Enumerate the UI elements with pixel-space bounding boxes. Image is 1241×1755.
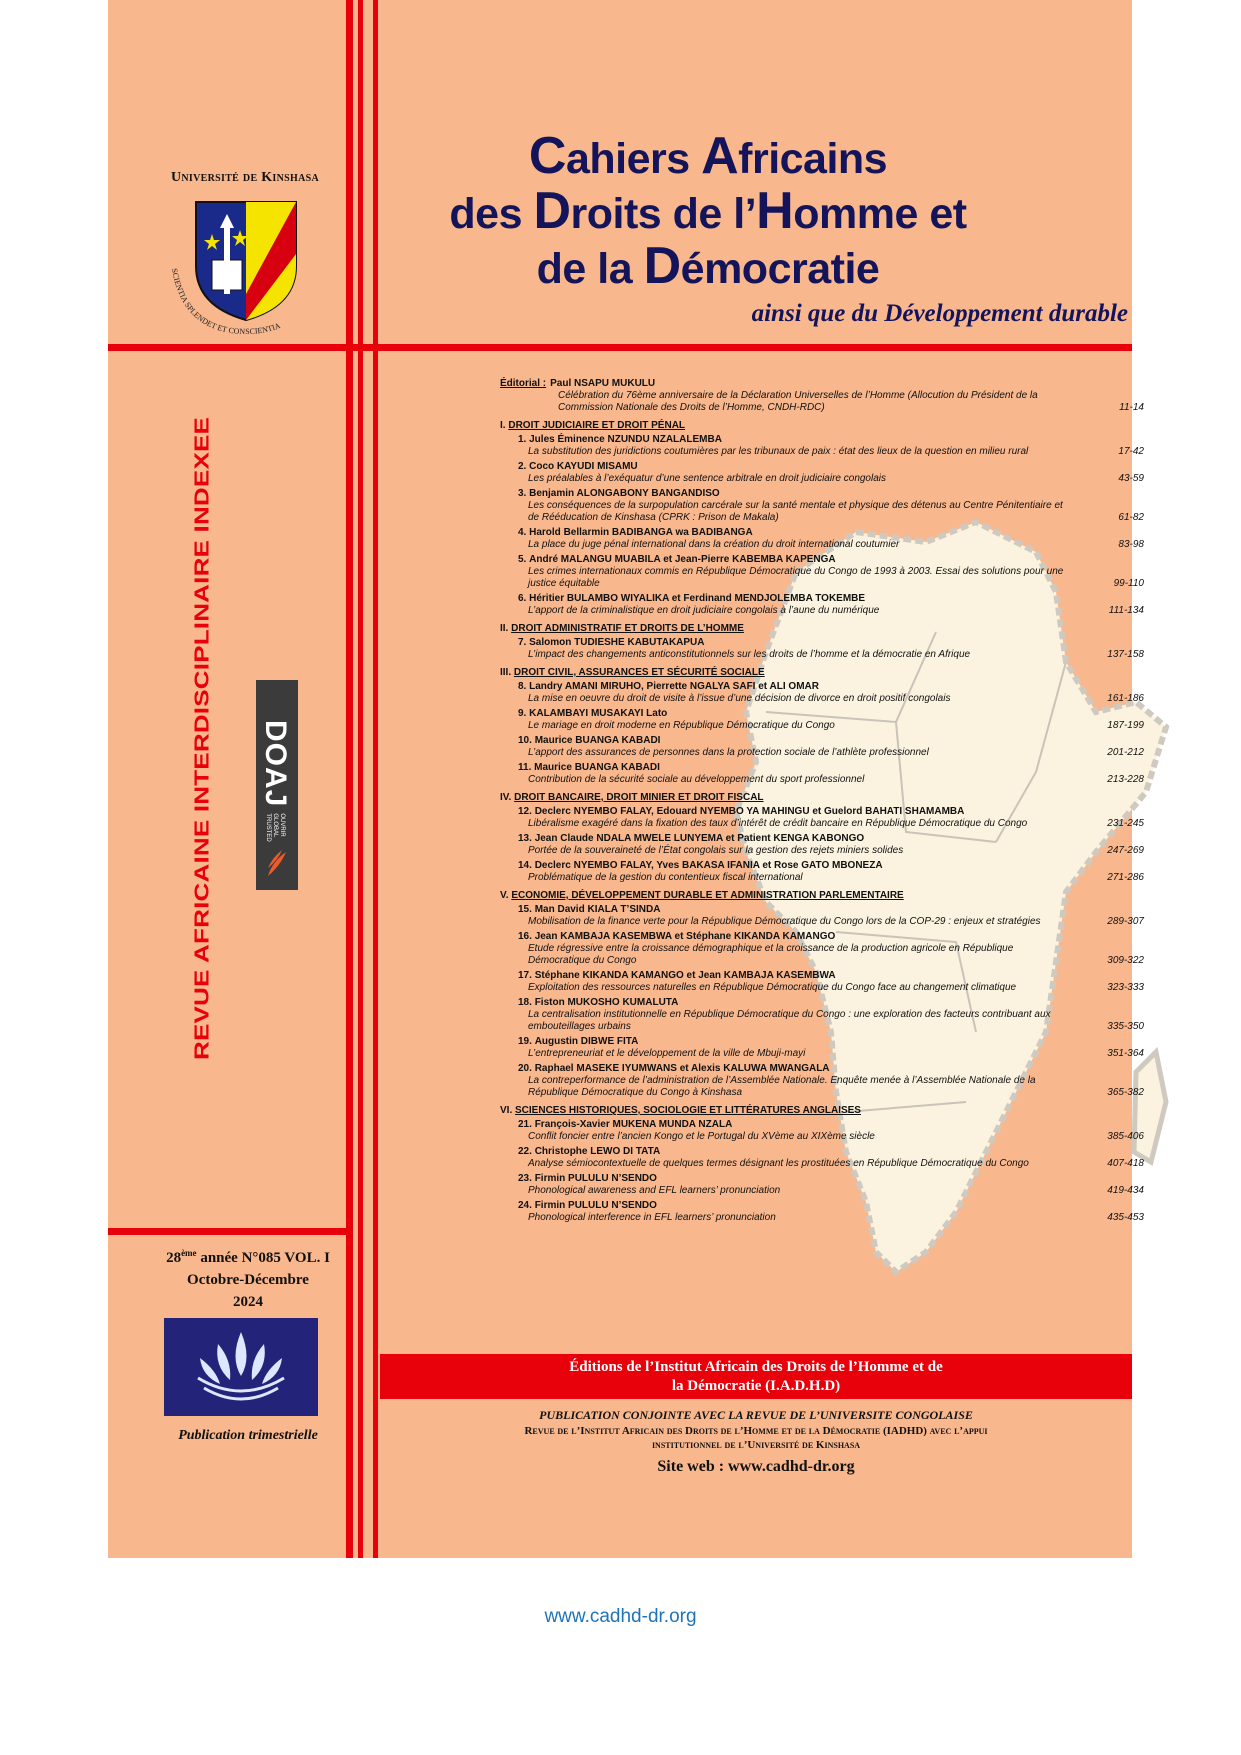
toc-entry bbox=[500, 735, 1148, 759]
entry-title: L’apport des assurances de personnes dans la protection sociale de l’athlète professionnel bbox=[528, 747, 929, 758]
entry-number: 4. bbox=[518, 527, 527, 538]
entry-number: 3. bbox=[518, 488, 527, 499]
entry-title: Contribution de la sécurité sociale au développement du sport professionnel bbox=[528, 774, 865, 785]
section-number: IV. bbox=[500, 792, 512, 803]
toc-entry bbox=[500, 708, 1148, 732]
entry-number: 15. bbox=[518, 904, 532, 915]
toc-entry bbox=[500, 637, 1148, 661]
entry-pages: 61-82 bbox=[1118, 512, 1144, 523]
entry-title: La substitution des juridictions coutumières par les tribunaux de paix : état des lieux de la question en milieu rural bbox=[528, 446, 1029, 457]
entry-author: Christophe LEWO DI TATA bbox=[534, 1146, 661, 1157]
toc-entry bbox=[500, 997, 1148, 1033]
toc-entry bbox=[500, 527, 1148, 551]
svg-text:SCIENTIA SPLENDET ET CONSCIENT: SCIENTIA SPLENDET ET CONSCIENTIA bbox=[169, 267, 282, 337]
toc-entry bbox=[500, 593, 1148, 617]
periodicity: Publication trimestrielle bbox=[178, 1428, 318, 1443]
entry-author: Augustin DIBWE FITA bbox=[534, 1036, 639, 1047]
entry-author: Firmin PULULU N’SENDO bbox=[534, 1200, 657, 1211]
toc-entry bbox=[500, 806, 1148, 830]
toc-entry bbox=[500, 904, 1148, 928]
toc-section bbox=[500, 792, 1148, 804]
toc-section bbox=[500, 1105, 1148, 1117]
entry-author: François-Xavier MUKENA MUNDA NZALA bbox=[534, 1119, 733, 1130]
entry-title: Phonological awareness and EFL learners’ pronunciation bbox=[528, 1185, 781, 1196]
toc-section bbox=[500, 623, 1148, 635]
section-title: ECONOMIE, DÉVELOPPEMENT DURABLE ET ADMINISTRATION PARLEMENTAIRE bbox=[511, 890, 904, 901]
editorial-author: Paul NSAPU MUKULU bbox=[550, 378, 656, 389]
toc-entry bbox=[500, 1173, 1148, 1197]
entry-pages: 231-245 bbox=[1107, 818, 1144, 829]
entry-pages: 187-199 bbox=[1107, 720, 1144, 731]
toc-entry bbox=[500, 1063, 1148, 1099]
section-title: DROIT CIVIL, ASSURANCES ET SÉCURITÉ SOCIALE bbox=[513, 667, 765, 678]
entry-author: Declerc NYEMBO FALAY, Edouard NYEMBO YA MAHINGU et Guelord BAHATI SHAMAMBA bbox=[534, 806, 965, 817]
entry-number: 9. bbox=[518, 708, 527, 719]
red-rule-top bbox=[108, 344, 1132, 351]
entry-number: 8. bbox=[518, 681, 527, 692]
entry-pages: 289-307 bbox=[1107, 916, 1144, 927]
entry-number: 19. bbox=[518, 1036, 532, 1047]
entry-title: La place du juge pénal international dans la création du droit international coutumier bbox=[528, 539, 900, 550]
section-title: DROIT JUDICIAIRE ET DROIT PÉNAL bbox=[508, 420, 686, 431]
entry-pages: 351-364 bbox=[1107, 1048, 1144, 1059]
entry-author: Héritier BULAMBO WIYALIKA et Ferdinand MENDJOLEMBA TOKEMBE bbox=[529, 593, 866, 604]
editorial-title: Célébration du 76ème anniversaire de la Déclaration Universelles de l’Homme (Allocution du Président de la Commission Nationale des Droits de l’Homme, CNDH-RDC) bbox=[558, 390, 1038, 413]
entry-pages: 247-269 bbox=[1107, 845, 1144, 856]
entry-number: 23. bbox=[518, 1173, 532, 1184]
section-number: III. bbox=[500, 667, 512, 678]
flame-emblem-icon bbox=[164, 1318, 318, 1416]
entry-pages: 407-418 bbox=[1107, 1158, 1144, 1169]
entry-number: 7. bbox=[518, 637, 527, 648]
entry-author: Jean KAMBAJA KASEMBWA et Stéphane KIKANDA KAMANGO bbox=[534, 931, 836, 942]
entry-pages: 161-186 bbox=[1107, 693, 1144, 704]
doaj-word: DOAJ bbox=[259, 720, 292, 808]
entry-pages: 17-42 bbox=[1118, 446, 1144, 457]
entry-author: André MALANGU MUABILA et Jean-Pierre KABEMBA KAPENGA bbox=[529, 554, 836, 565]
entry-number: 14. bbox=[518, 860, 532, 871]
entry-number: 20. bbox=[518, 1063, 532, 1074]
entry-author: Maurice BUANGA KABADI bbox=[534, 735, 661, 746]
entry-number: 11. bbox=[518, 762, 532, 773]
entry-author: Raphael MASEKE IYUMWANS et Alexis KALUWA MWANGALA bbox=[534, 1063, 830, 1074]
toc-entry bbox=[500, 762, 1148, 786]
entry-author: Benjamin ALONGABONY BANGANDISO bbox=[529, 488, 720, 499]
section-title: DROIT BANCAIRE, DROIT MINIER ET DROIT FISCAL bbox=[514, 792, 764, 803]
entry-author: Stéphane KIKANDA KAMANGO et Jean KAMBAJA KASEMBWA bbox=[534, 970, 836, 981]
entry-pages: 201-212 bbox=[1107, 747, 1144, 758]
website-line: Site web : www.cadhd-dr.org bbox=[657, 1458, 855, 1475]
entry-pages: 335-350 bbox=[1107, 1021, 1144, 1032]
entry-pages: 99-110 bbox=[1113, 578, 1144, 589]
toc-entry bbox=[500, 461, 1148, 485]
doaj-badge bbox=[256, 680, 298, 890]
doaj-tagline: OUVRIR GLOBAL TRUSTED bbox=[265, 813, 286, 842]
institute-line: Revue de l’Institut Africain des Droits de l’Homme et de la Démocratie (IADHD) avec l’appui institutionnel de l’Université de Kinshasa bbox=[524, 1425, 988, 1451]
entry-author: Salomon TUDIESHE KABUTAKAPUA bbox=[529, 637, 705, 648]
entry-title: Phonological interference in EFL learners’ pronunciation bbox=[528, 1212, 776, 1223]
table-of-contents bbox=[500, 378, 1148, 1227]
entry-pages: 111-134 bbox=[1108, 605, 1144, 616]
issue-info: 28ème année N°085 VOL. I Octobre-Décembre 2024 bbox=[138, 1242, 358, 1313]
entry-title: Mobilisation de la finance verte pour la République Démocratique du Congo lors de la COP-29 : enjeux et stratégies bbox=[528, 916, 1041, 927]
entry-pages: 309-322 bbox=[1107, 955, 1144, 966]
footer-url-link[interactable]: www.cadhd-dr.org bbox=[544, 1606, 697, 1627]
entry-title: Les conséquences de la surpopulation carcérale sur la santé mentale et physique des détenus au Centre Pénitentiaire et de Rééducation de Kinshasa (CPRK : Prison de Makala) bbox=[528, 500, 1063, 523]
entry-number: 13. bbox=[518, 833, 532, 844]
vertical-journal-subtitle: REVUE AFRICAINE INTERDISCIPLINAIRE INDEXEE bbox=[190, 416, 214, 1060]
entry-number: 21. bbox=[518, 1119, 532, 1130]
entry-author: Jules Éminence NZUNDU NZALALEMBA bbox=[529, 434, 722, 445]
section-number: V. bbox=[500, 890, 509, 901]
toc-entry bbox=[500, 860, 1148, 884]
entry-number: 2. bbox=[518, 461, 527, 472]
entry-author: Jean Claude NDALA MWELE LUNYEMA et Patient KENGA KABONGO bbox=[534, 833, 865, 844]
entry-title: L’apport de la criminalistique en droit judiciaire congolais à l’aune du numérique bbox=[528, 605, 880, 616]
editorial-entry bbox=[500, 378, 1148, 414]
toc-entry bbox=[500, 488, 1148, 524]
toc-entry bbox=[500, 1119, 1148, 1143]
entry-pages: 213-228 bbox=[1107, 774, 1144, 785]
issue-period: Octobre-Décembre bbox=[187, 1272, 309, 1288]
toc-section bbox=[500, 890, 1148, 902]
entry-author: Firmin PULULU N’SENDO bbox=[534, 1173, 657, 1184]
entry-pages: 271-286 bbox=[1107, 872, 1144, 883]
entry-number: 5. bbox=[518, 554, 527, 565]
red-rule-bottom bbox=[108, 1228, 346, 1235]
entry-title: Portée de la souveraineté de l’État congolais sur la gestion des rejets miniers solides bbox=[528, 845, 904, 856]
journal-title bbox=[358, 127, 1058, 295]
entry-title: Conflit foncier entre l’ancien Kongo et le Portugal du XVème au XIXème siècle bbox=[528, 1131, 875, 1142]
entry-title: La contreperformance de l’administration de l’Assemblée Nationale. Enquête menée à l’Assemblée Nationale de la République Démocratique du Congo à Kinshasa bbox=[528, 1075, 1036, 1098]
section-number: I. bbox=[500, 420, 506, 431]
entry-pages: 365-382 bbox=[1107, 1087, 1144, 1098]
entry-pages: 83-98 bbox=[1118, 539, 1144, 550]
toc-entry bbox=[500, 434, 1148, 458]
entry-pages: 323-333 bbox=[1107, 982, 1144, 993]
entry-number: 6. bbox=[518, 593, 527, 604]
entry-title: Le mariage en droit moderne en République Démocratique du Congo bbox=[528, 720, 835, 731]
entry-author: Man David KIALA T’SINDA bbox=[534, 904, 661, 915]
entry-number: 10. bbox=[518, 735, 532, 746]
entry-number: 1. bbox=[518, 434, 527, 445]
title-line-3: de la Démocratie bbox=[536, 237, 880, 295]
entry-pages: 419-434 bbox=[1107, 1185, 1144, 1196]
entry-pages: 435-453 bbox=[1107, 1212, 1144, 1223]
entry-number: 24. bbox=[518, 1200, 532, 1211]
entry-title: Analyse sémiocontextuelle de quelques termes désignant les prostituées en République Démocratique du Congo bbox=[528, 1158, 1029, 1169]
entry-pages: 137-158 bbox=[1107, 649, 1144, 660]
entry-title: Exploitation des ressources naturelles en République Démocratique du Congo face au changement climatique bbox=[528, 982, 1017, 993]
entry-title: L’impact des changements anticonstitutionnels sur les droits de l’homme et la démocratie en Afrique bbox=[528, 649, 971, 660]
university-name: Université de Kinshasa bbox=[171, 170, 319, 185]
section-number: VI. bbox=[500, 1105, 513, 1116]
issue-year: 2024 bbox=[233, 1294, 263, 1310]
entry-author: Harold Bellarmin BADIBANGA wa BADIBANGA bbox=[529, 527, 753, 538]
entry-number: 12. bbox=[518, 806, 532, 817]
entry-number: 17. bbox=[518, 970, 532, 981]
doaj-logo-icon bbox=[266, 848, 288, 878]
toc-entry bbox=[500, 1036, 1148, 1060]
section-title: SCIENCES HISTORIQUES, SOCIOLOGIE ET LITTÉRATURES ANGLAISES bbox=[515, 1105, 861, 1116]
toc-entry bbox=[500, 1146, 1148, 1170]
entry-number: 16. bbox=[518, 931, 532, 942]
entry-pages: 385-406 bbox=[1107, 1131, 1144, 1142]
toc-entry bbox=[500, 681, 1148, 705]
entry-title: Libéralisme exagéré dans la fixation des taux d’intérêt de crédit bancaire en République Démocratique du Congo bbox=[528, 818, 1028, 829]
entry-title: La mise en oeuvre du droit de visite à l’issue d’une décision de divorce en droit positif congolais bbox=[528, 693, 951, 704]
entry-title: L’entrepreneuriat et le développement de la ville de Mbuji-mayi bbox=[528, 1048, 806, 1059]
entry-author: Maurice BUANGA KABADI bbox=[534, 762, 660, 773]
toc-entry bbox=[500, 1200, 1148, 1224]
title-line-2: des Droits de l’Homme et bbox=[449, 182, 967, 240]
journal-subtitle: ainsi que du Développement durable bbox=[751, 300, 1128, 327]
entry-title: Etude régressive entre la croissance démographique et la croissance de la production agricole en République Démocratique du Congo bbox=[528, 943, 1014, 966]
entry-author: Coco KAYUDI MISAMU bbox=[529, 461, 638, 472]
red-bar-left bbox=[346, 0, 353, 1558]
editorial-label: Éditorial : bbox=[500, 378, 547, 389]
entry-title: La centralisation institutionnelle en République Démocratique du Congo : une exploration des facteurs contribuant aux embouteillages urbains bbox=[528, 1009, 1051, 1032]
toc-section bbox=[500, 667, 1148, 679]
entry-author: Fiston MUKOSHO KUMALUTA bbox=[534, 997, 679, 1008]
entry-author: Declerc NYEMBO FALAY, Yves BAKASA IFANIA et Rose GATO MBONEZA bbox=[534, 860, 883, 871]
entry-title: Les préalables à l’exéquatur d’une sentence arbitrale en droit judiciaire congolais bbox=[528, 473, 887, 484]
entry-author: Landry AMANI MIRUHO, Pierrette NGALYA SAFI et ALI OMAR bbox=[529, 681, 819, 692]
toc-section bbox=[500, 420, 1148, 432]
university-crest-icon bbox=[156, 194, 336, 344]
journal-cover bbox=[108, 0, 1144, 1558]
entry-author: KALAMBAYI MUSAKAYI Lato bbox=[529, 708, 668, 719]
entry-number: 18. bbox=[518, 997, 532, 1008]
entry-title: Problématique de la gestion du contentieux fiscal international bbox=[528, 872, 803, 883]
section-title: DROIT ADMINISTRATIF ET DROITS DE L’HOMME bbox=[511, 623, 744, 634]
editorial-pages: 11-14 bbox=[1119, 402, 1144, 413]
toc-entry bbox=[500, 931, 1148, 967]
title-line-1: Cahiers Africains bbox=[528, 127, 888, 185]
entry-pages: 43-59 bbox=[1118, 473, 1144, 484]
section-number: II. bbox=[500, 623, 509, 634]
toc-entry bbox=[500, 554, 1148, 590]
joint-publication-line: PUBLICATION CONJOINTE AVEC LA REVUE DE L’UNIVERSITE CONGOLAISE bbox=[539, 1408, 973, 1422]
entry-number: 22. bbox=[518, 1146, 532, 1157]
toc-entry bbox=[500, 833, 1148, 857]
toc-entry bbox=[500, 970, 1148, 994]
entry-title: Les crimes internationaux commis en République Démocratique du Congo de 1993 à 2003. Essai des solutions pour une justice équitable bbox=[528, 566, 1064, 589]
publisher-banner: Éditions de l’Institut Africain des Droits de l’Homme et de la Démocratie (I.A.D.H.D) bbox=[380, 1354, 1132, 1399]
